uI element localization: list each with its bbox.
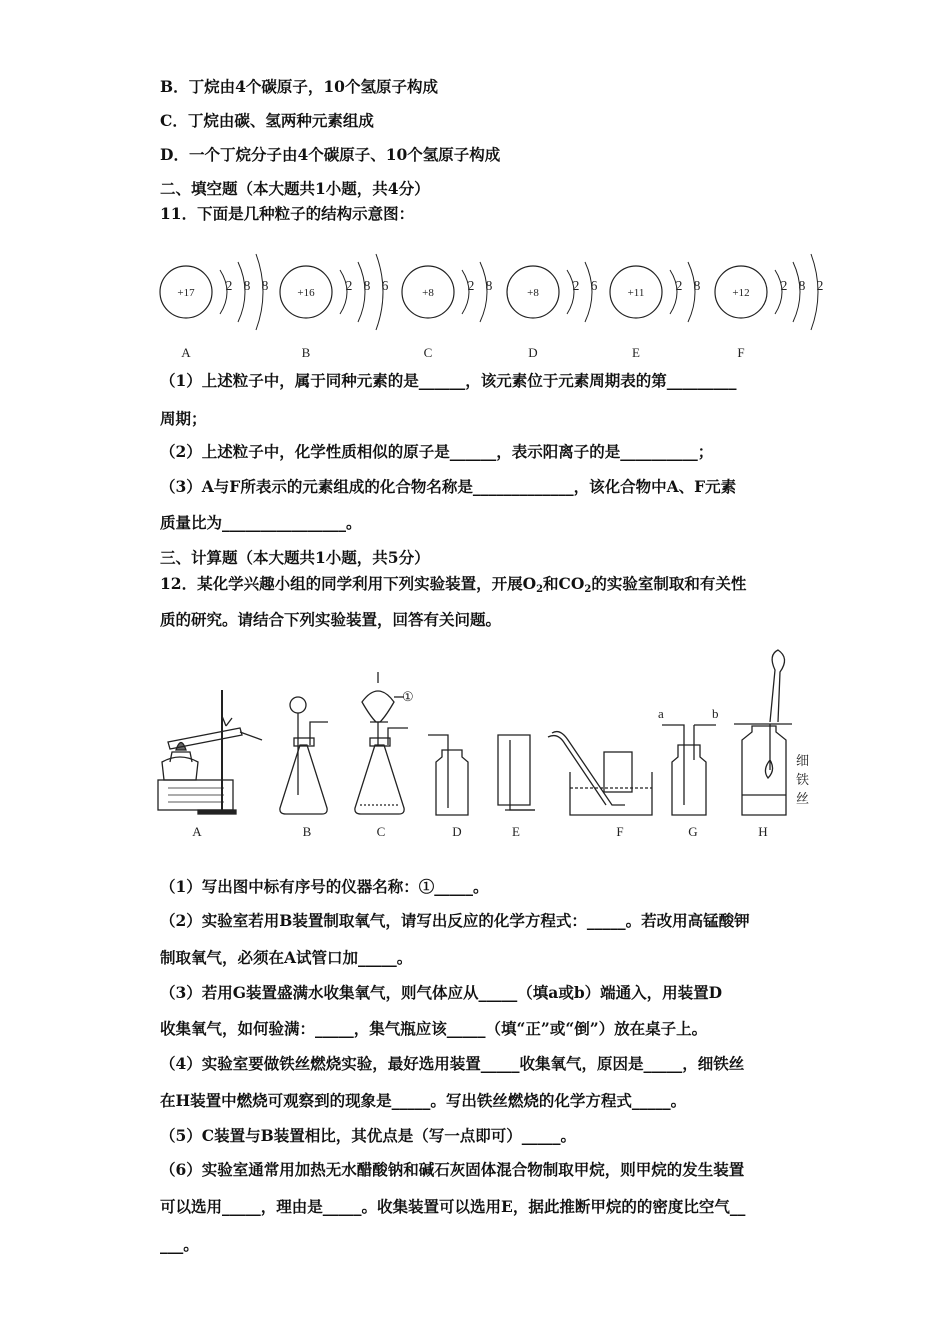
shell-electron-count: 6 <box>381 278 389 293</box>
apparatus-label-c: C <box>376 824 386 839</box>
section2-heading: 二、填空题（本大题共1小题，共4分） <box>160 179 430 198</box>
particle-label: E <box>632 345 640 360</box>
nuclear-charge: +8 <box>527 287 539 299</box>
shell-electron-count: 8 <box>693 278 701 293</box>
section3-heading: 三、计算题（本大题共1小题，共5分） <box>160 548 430 567</box>
shell-electron-count: 8 <box>363 278 371 293</box>
shell-electron-count: 2 <box>345 278 353 293</box>
shell-electron-count: 2 <box>675 278 683 293</box>
shell-electron-count: 2 <box>467 278 475 293</box>
q12-part3a: （3）若用G装置盛满水收集氧气，则气体应从_____（填a或b）端通入，用装置D <box>160 983 723 1002</box>
particle-label: D <box>528 345 538 360</box>
q11-part1b: 周期； <box>160 409 207 428</box>
q12-part1: （1）写出图中标有序号的仪器名称：①_____。 <box>160 877 489 896</box>
particle-label: B <box>301 345 311 360</box>
port-b-label: b <box>712 706 719 721</box>
nuclear-charge: +17 <box>177 287 195 299</box>
q12-part2b: 制取氧气，必须在A试管口加_____。 <box>160 948 413 967</box>
wire-label-3: 丝 <box>796 791 810 806</box>
q12-part6b: 可以选用_____，理由是_____。收集装置可以选用E，据此推断甲烷的的密度比空气__ <box>160 1197 746 1216</box>
port-a-label: a <box>658 706 664 721</box>
q12-part2a: （2）实验室若用B装置制取氧气，请写出反应的化学方程式：_____。若改用高锰酸钾 <box>160 911 750 930</box>
shell-electron-count: 2 <box>225 278 233 293</box>
apparatus-label-b: B <box>302 824 312 839</box>
apparatus-h-drawing <box>734 650 792 815</box>
q11-part2: （2）上述粒子中，化学性质相似的原子是______，表示阳离子的是__________； <box>160 442 714 461</box>
q12-part5: （5）C装置与B装置相比，其优点是（写一点即可）_____。 <box>160 1126 576 1145</box>
wire-label-1: 细 <box>796 753 810 768</box>
particle-label: A <box>181 345 191 360</box>
q12-part4a: （4）实验室要做铁丝燃烧实验，最好选用装置_____收集氧气，原因是_____，细铁丝 <box>160 1054 745 1073</box>
apparatus-c-drawing <box>355 672 408 814</box>
particle-label: F <box>737 345 745 360</box>
q12-stem-pre: 12．某化学兴趣小组的同学利用下列实验装置，开展O <box>160 574 537 593</box>
nuclear-charge: +11 <box>627 287 645 299</box>
marker-circled-one: ① <box>402 689 414 704</box>
q12-part6a: （6）实验室通常用加热无水醋酸钠和碱石灰固体混合物制取甲烷，则甲烷的发生装置 <box>160 1160 745 1179</box>
shell-electron-count: 2 <box>816 278 824 293</box>
q12-stem-mid: 和CO <box>543 574 585 593</box>
nuclear-charge: +12 <box>732 287 750 299</box>
option-b: B．丁烷由4个碳原子，10个氢原子构成 <box>160 77 438 96</box>
nuclear-charge: +16 <box>297 287 315 299</box>
q11-part3b: 质量比为________________。 <box>160 513 362 532</box>
q12-part4b: 在H装置中燃烧可观察到的现象是_____。写出铁丝燃烧的化学方程式_____。 <box>160 1091 687 1110</box>
shell-electron-count: 8 <box>261 278 269 293</box>
shell-electron-count: 8 <box>485 278 493 293</box>
option-d: D．一个丁烷分子由4个碳原子、10个氢原子构成 <box>160 145 501 164</box>
q12-part6c: ___。 <box>160 1235 199 1254</box>
particle-label: C <box>423 345 433 360</box>
apparatus-e-drawing <box>498 735 535 810</box>
q11-part3a: （3）A与F所表示的元素组成的化合物名称是_____________，该化合物中A、F元素 <box>160 477 737 496</box>
nuclear-charge: +8 <box>422 287 434 299</box>
apparatus-label-a: A <box>192 824 202 839</box>
q12-stem-b: 质的研究。请结合下列实验装置，回答有关问题。 <box>160 610 502 629</box>
apparatus-d-drawing <box>428 735 468 815</box>
apparatus-g-drawing <box>662 725 716 815</box>
shell-electron-count: 6 <box>590 278 598 293</box>
shell-electron-count: 2 <box>780 278 788 293</box>
apparatus-label-f: F <box>616 824 624 839</box>
shell-electron-count: 2 <box>572 278 580 293</box>
apparatus-f-drawing <box>548 732 652 815</box>
q12-part3b: 收集氧气，如何验满：_____，集气瓶应该_____（填“正”或“倒”）放在桌子上。 <box>160 1019 708 1038</box>
subscript-o2: 2 <box>536 584 544 595</box>
wire-label-2: 铁 <box>796 772 810 787</box>
option-c: C．丁烷由碳、氢两种元素组成 <box>160 111 374 130</box>
apparatus-a-drawing <box>158 690 262 814</box>
apparatus-b-drawing <box>280 697 328 814</box>
apparatus-label-h: H <box>758 824 768 839</box>
subscript-co2: 2 <box>584 584 592 595</box>
q12-stem-post: 的实验室制取和有关性 <box>591 574 747 593</box>
shell-electron-count: 8 <box>798 278 806 293</box>
shell-electron-count: 8 <box>243 278 251 293</box>
q11-stem: 11．下面是几种粒子的结构示意图： <box>160 204 415 223</box>
apparatus-label-g: G <box>688 824 698 839</box>
apparatus-label-d: D <box>452 824 462 839</box>
q11-part1a: （1）上述粒子中，属于同种元素的是______，该元素位于元素周期表的第_________ <box>160 371 737 390</box>
apparatus-label-e: E <box>512 824 520 839</box>
